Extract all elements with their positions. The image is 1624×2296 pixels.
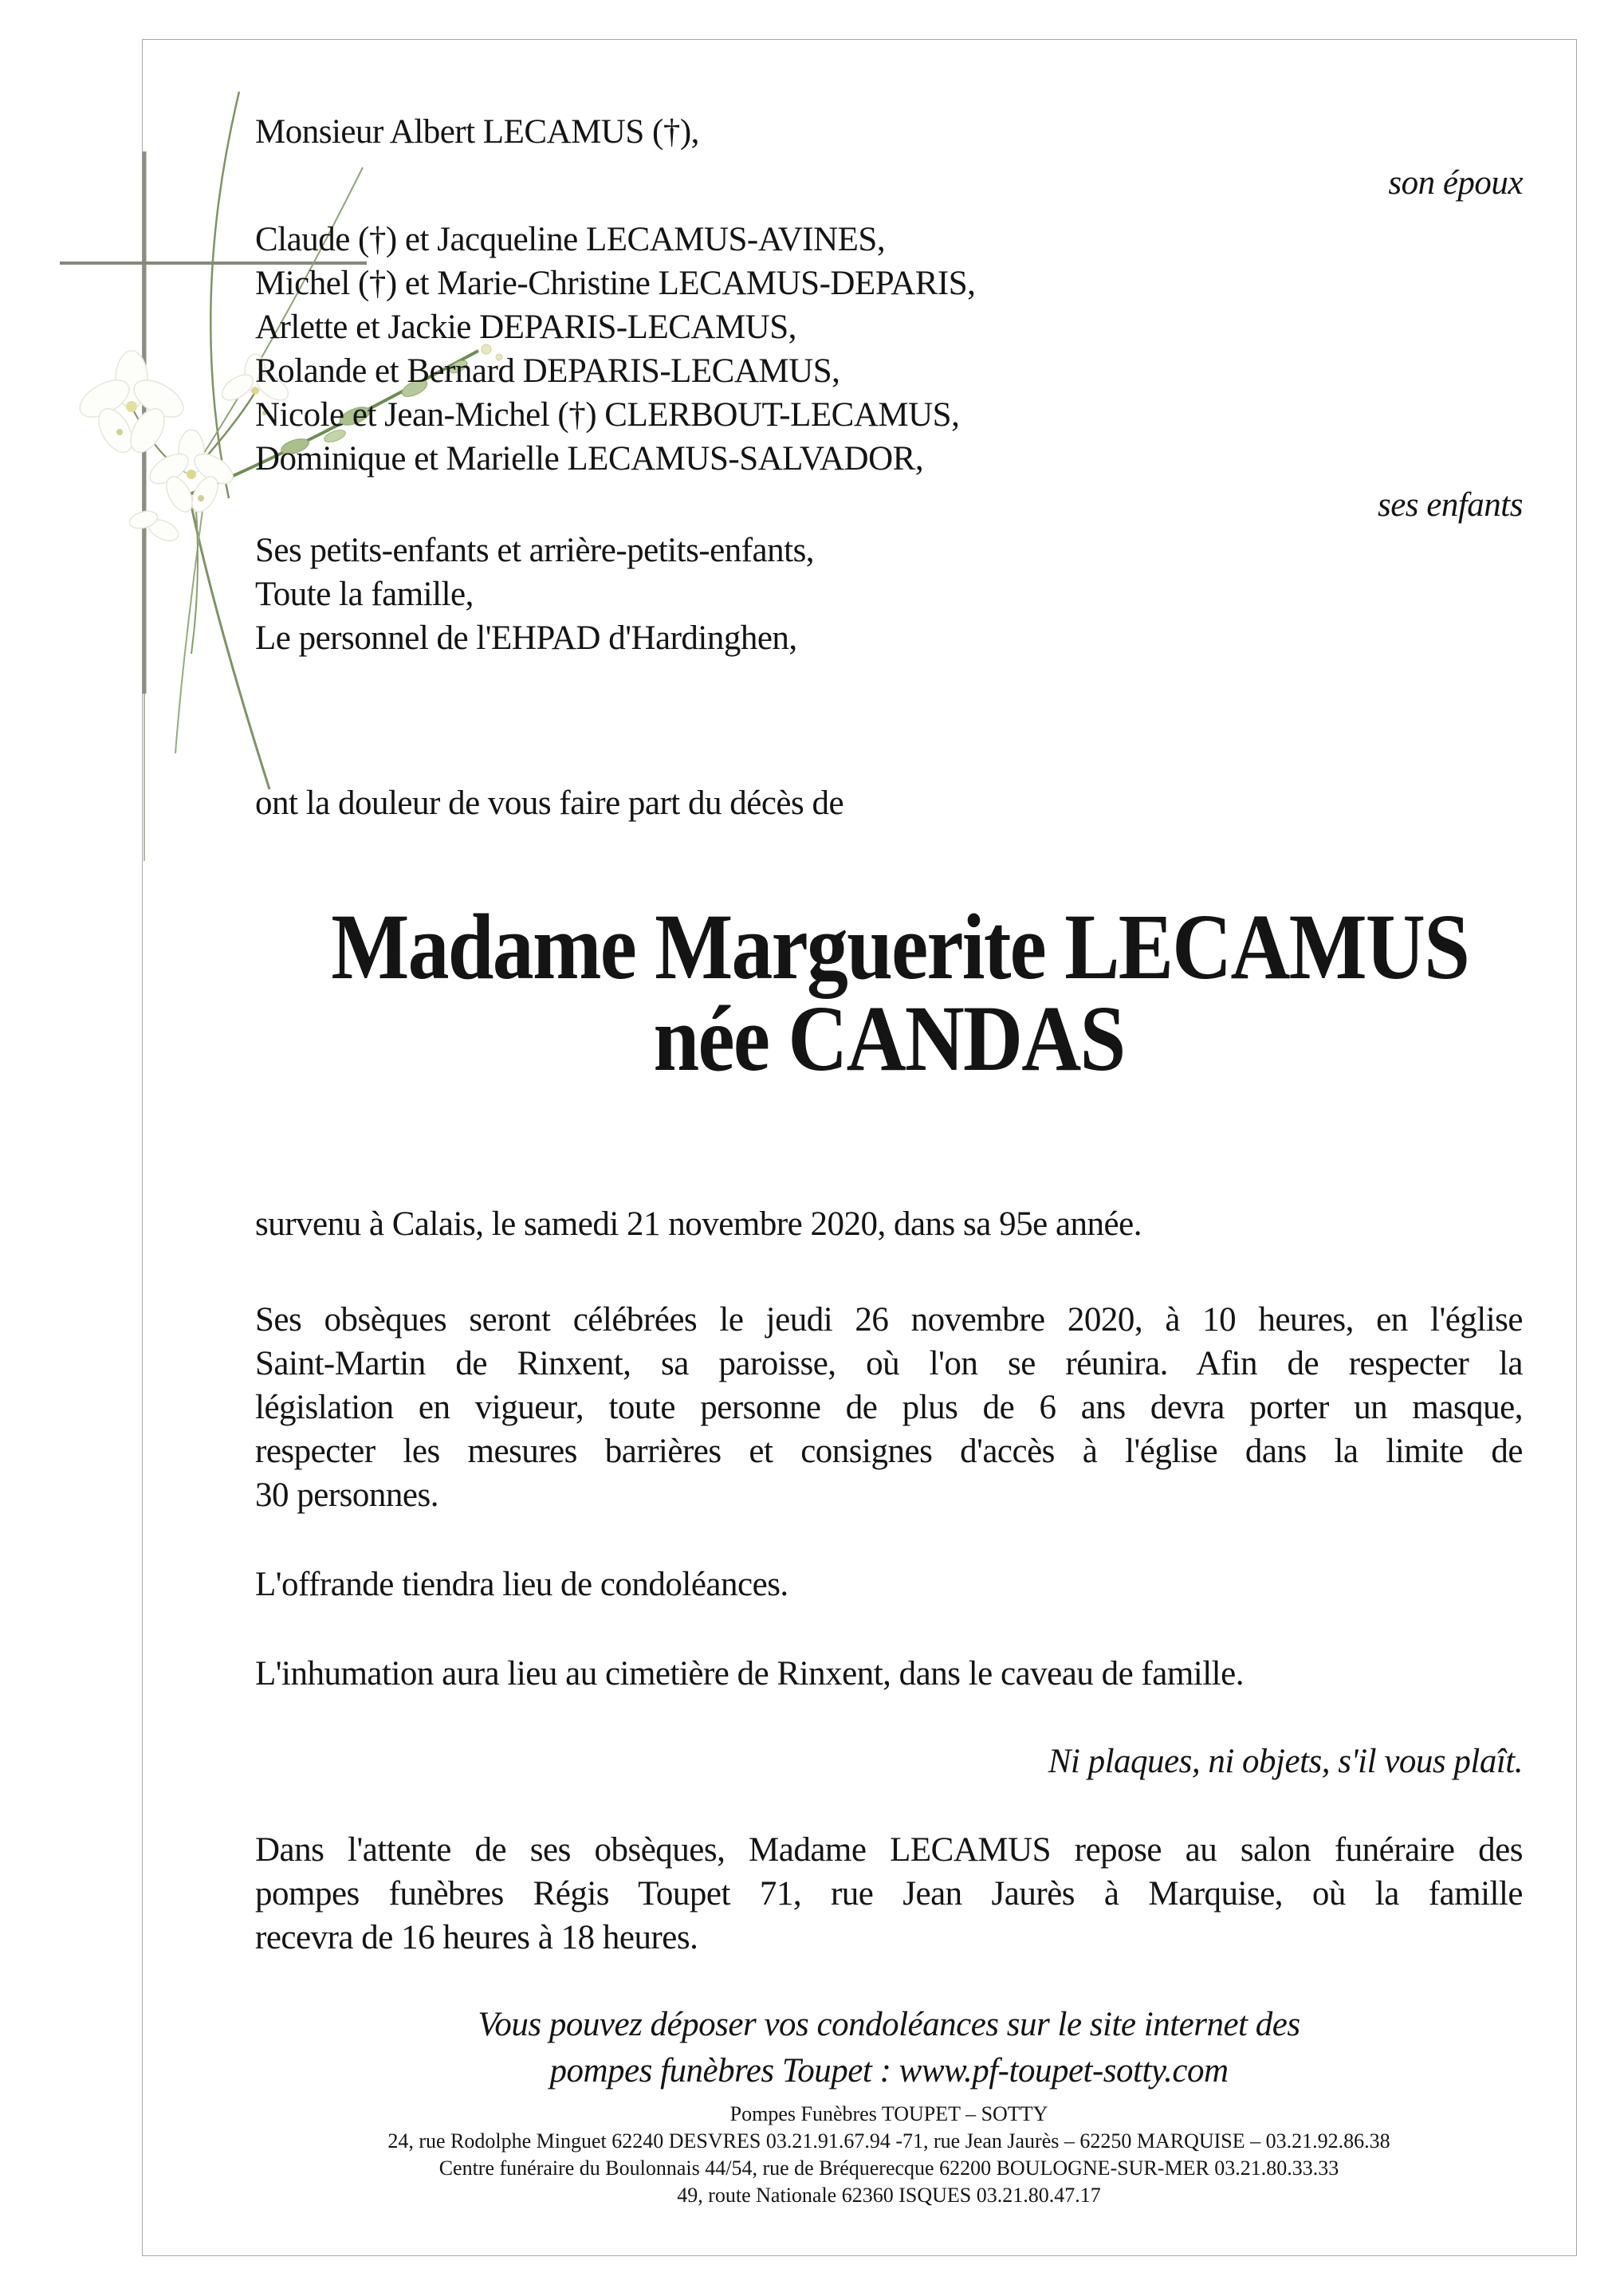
repose-line: Dans l'attente de ses obsèques, Madame LECAMUS repose au salon funéraire des bbox=[255, 1831, 1523, 1869]
children-name-line: Dominique et Marielle LECAMUS-SALVADOR, bbox=[255, 440, 924, 478]
condolence-website-line: Vous pouvez déposer vos condoléances sur le site internet des bbox=[478, 2006, 1300, 2043]
relation-children-label: ses enfants bbox=[1377, 486, 1523, 524]
ceremony-line: Saint-Martin de Rinxent, sa paroisse, où l'on se réunira. Afin de respecter la bbox=[255, 1345, 1523, 1382]
ceremony-line: Ses obsèques seront célébrées le jeudi 26 novembre 2020, à 10 heures, en l'église bbox=[255, 1301, 1523, 1339]
ceremony-line: 30 personnes. bbox=[255, 1476, 438, 1514]
ceremony-line: législation en vigueur, toute personne de plus de 6 ans devra porter un masque, bbox=[255, 1389, 1523, 1426]
family-line: Le personnel de l'EHPAD d'Hardinghen, bbox=[255, 619, 797, 657]
burial-line: L'inhumation aura lieu au cimetière de Rinxent, dans le caveau de famille. bbox=[255, 1655, 1244, 1693]
children-name-line: Rolande et Bernard DEPARIS-LECAMUS, bbox=[255, 352, 840, 390]
condolence-website-line: pompes funèbres Toupet : www.pf-toupet-sotty.com bbox=[549, 2052, 1229, 2090]
death-date-line: survenu à Calais, le samedi 21 novembre 2020, dans sa 95e année. bbox=[255, 1205, 1142, 1243]
request-line: Ni plaques, ni objets, s'il vous plaît. bbox=[1048, 1743, 1523, 1780]
repose-line: pompes funèbres Régis Toupet 71, rue Jean Jaurès à Marquise, où la famille bbox=[255, 1875, 1523, 1913]
children-name-line: Arlette et Jackie DEPARIS-LECAMUS, bbox=[255, 309, 796, 346]
relation-husband-label: son époux bbox=[1388, 164, 1523, 202]
funeral-home-address: 24, rue Rodolphe Minguet 62240 DESVRES 03.21.91.67.94 -71, rue Jean Jaurès – 62250 MARQUISE – 03.21.92.86.38 bbox=[387, 2129, 1390, 2152]
family-line: Toute la famille, bbox=[255, 576, 474, 613]
funeral-home-name: Pompes Funèbres TOUPET – SOTTY bbox=[729, 2102, 1048, 2125]
family-line: Ses petits-enfants et arrière-petits-enfants, bbox=[255, 532, 815, 569]
funeral-home-address: Centre funéraire du Boulonnais 44/54, rue de Bréquerecque 62200 BOULOGNE-SUR-MER 03.21.80.33.33 bbox=[438, 2156, 1339, 2180]
repose-line: recevra de 16 heures à 18 heures. bbox=[255, 1919, 698, 1956]
deceased-name-title: Madame Marguerite LECAMUS bbox=[331, 894, 1469, 999]
children-name-line: Michel (†) et Marie-Christine LECAMUS-DEPARIS, bbox=[255, 265, 976, 302]
offering-line: L'offrande tiendra lieu de condoléances. bbox=[255, 1566, 788, 1603]
children-name-line: Claude (†) et Jacqueline LECAMUS-AVINES, bbox=[255, 221, 886, 258]
funeral-home-address: 49, route Nationale 62360 ISQUES 03.21.80.47.17 bbox=[677, 2184, 1101, 2207]
children-name-line: Nicole et Jean-Michel (†) CLERBOUT-LECAMUS, bbox=[255, 396, 960, 434]
intro-line: ont la douleur de vous faire part du décès de bbox=[255, 784, 844, 822]
maiden-name-title: née CANDAS bbox=[653, 986, 1125, 1091]
opening-line: Monsieur Albert LECAMUS (†), bbox=[255, 113, 699, 151]
ceremony-line: respecter les mesures barrières et consignes d'accès à l'église dans la limite de bbox=[255, 1433, 1523, 1470]
